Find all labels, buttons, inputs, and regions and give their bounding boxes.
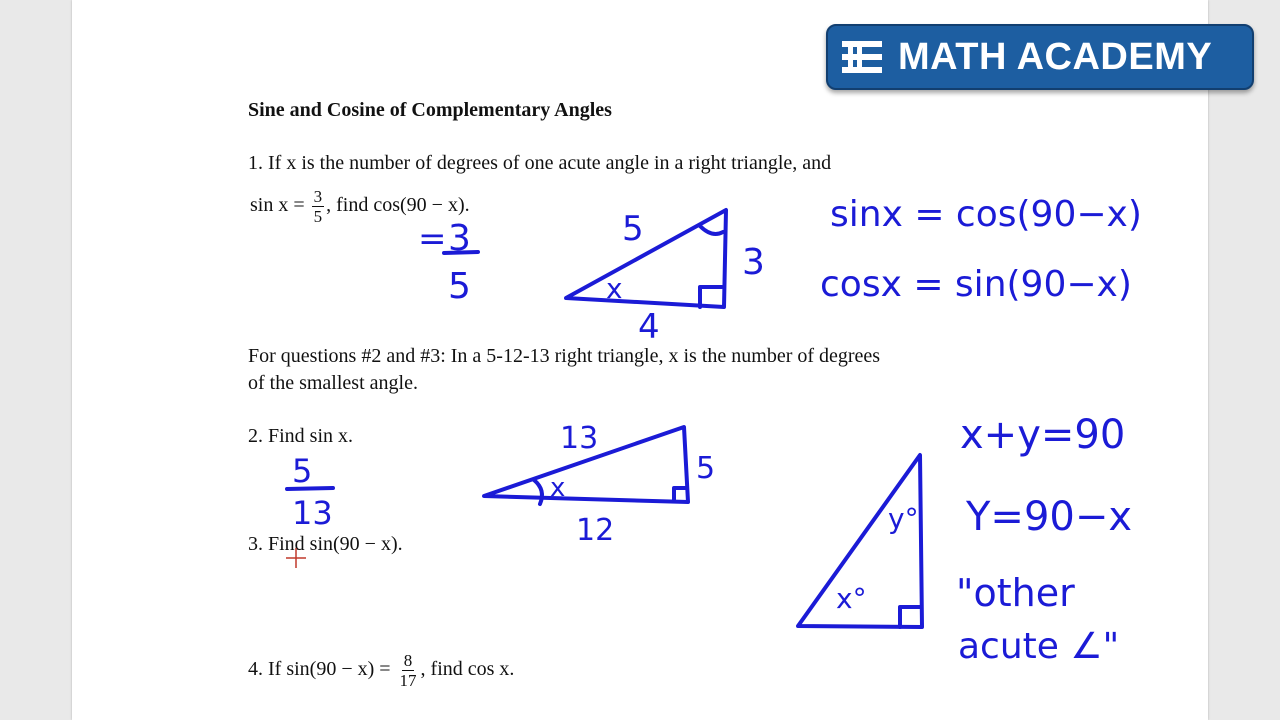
worksheet-title: Sine and Cosine of Complementary Angles bbox=[248, 99, 612, 121]
q2-answer-denominator: 13 bbox=[292, 494, 333, 532]
cursor-crosshair-icon bbox=[286, 548, 306, 568]
triangle-1-opposite-label: 3 bbox=[742, 242, 765, 283]
q1-answer-denominator: 5 bbox=[448, 266, 471, 307]
triangle-2-hypotenuse-label: 13 bbox=[560, 421, 599, 456]
triangle-2-right-angle-mark bbox=[674, 488, 687, 500]
q1-answer-prefix: = bbox=[418, 219, 447, 259]
identity-cos-sin: cosx = sin(90−x) bbox=[820, 264, 1132, 305]
equation-x-plus-y: x+y=90 bbox=[960, 412, 1126, 458]
q1-answer-numerator: 3 bbox=[448, 218, 471, 259]
note-acute-angle-line: acute ∠" bbox=[958, 626, 1120, 667]
q4-tail: , find cos x. bbox=[420, 658, 515, 680]
q4-pre: 4. If sin(90 − x) = bbox=[248, 658, 391, 680]
triangle-1-angle-label: x bbox=[606, 272, 623, 305]
equation-y-equals: Y=90−x bbox=[966, 494, 1133, 540]
q1-fraction-denominator: 5 bbox=[313, 206, 323, 226]
triangle-3-angle-y-label: y° bbox=[888, 502, 919, 535]
q1-tail: , find cos(90 − x). bbox=[326, 194, 470, 216]
triangle-1-adjacent-label: 4 bbox=[638, 307, 660, 347]
brand-name: MATH ACADEMY bbox=[898, 35, 1213, 78]
note-other-line: "other bbox=[956, 571, 1075, 615]
triangle-3-right-angle-mark bbox=[900, 607, 921, 627]
question-3: 3. Find sin(90 − x). bbox=[248, 533, 403, 555]
triangle-2-angle-label: x bbox=[550, 473, 566, 503]
intro-line-2: of the smallest angle. bbox=[248, 372, 418, 394]
triangle-1-hypotenuse-label: 5 bbox=[622, 209, 644, 249]
intro-line-1: For questions #2 and #3: In a 5-12-13 right triangle, x is the number of degrees bbox=[248, 345, 881, 367]
question-1-line-1: 1. If x is the number of degrees of one acute angle in a right triangle, and bbox=[248, 152, 832, 174]
q1-fraction-numerator: 3 bbox=[313, 186, 323, 206]
triangle-2-angle-arc bbox=[534, 480, 542, 504]
q4-fraction-numerator: 8 bbox=[403, 650, 413, 670]
triangle-1-angle-arc bbox=[700, 226, 723, 234]
question-2: 2. Find sin x. bbox=[248, 425, 354, 447]
triangle-3-angle-x-label: x° bbox=[836, 582, 867, 615]
q2-answer-numerator: 5 bbox=[292, 452, 313, 490]
triangle-2-opposite-label: 5 bbox=[696, 451, 716, 486]
q4-fraction-denominator: 17 bbox=[399, 670, 417, 690]
q1-sin-lhs: sin x = bbox=[250, 194, 305, 216]
triangle-2-adjacent-label: 12 bbox=[576, 513, 615, 548]
identity-sin-cos: sinx = cos(90−x) bbox=[830, 194, 1142, 235]
